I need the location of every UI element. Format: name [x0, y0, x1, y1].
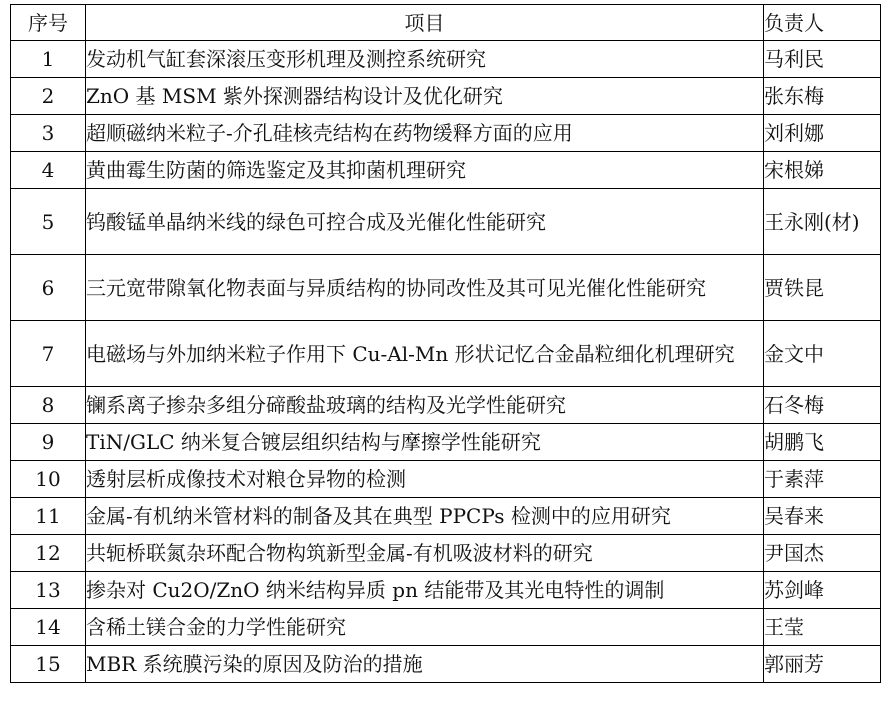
table-row — [11, 255, 881, 321]
row-serial-number: 10 — [11, 461, 86, 498]
row-serial-number: 2 — [11, 78, 86, 115]
row-serial-number: 1 — [11, 41, 86, 78]
row-project: 镧系离子掺杂多组分碲酸盐玻璃的结构及光学性能研究 — [86, 387, 764, 424]
row-project: 金属-有机纳米管材料的制备及其在典型 PPCPs 检测中的应用研究 — [86, 498, 764, 535]
row-serial-number: 12 — [11, 535, 86, 572]
row-project: 黄曲霉生防菌的筛选鉴定及其抑菌机理研究 — [86, 152, 764, 189]
table-row — [11, 115, 881, 152]
row-project: 钨酸锰单晶纳米线的绿色可控合成及光催化性能研究 — [86, 189, 764, 255]
row-owner: 王莹 — [764, 609, 881, 646]
row-project: 电磁场与外加纳米粒子作用下 Cu-Al-Mn 形状记忆合金晶粒细化机理研究 — [86, 321, 764, 387]
row-owner: 郭丽芳 — [764, 646, 881, 683]
row-project: 掺杂对 Cu2O/ZnO 纳米结构异质 pn 结能带及其光电特性的调制 — [86, 572, 764, 609]
table-row — [11, 152, 881, 189]
row-owner: 石冬梅 — [764, 387, 881, 424]
row-serial-number: 4 — [11, 152, 86, 189]
row-serial-number: 13 — [11, 572, 86, 609]
header-owner: 负责人 — [764, 5, 881, 41]
row-project: 发动机气缸套深滚压变形机理及测控系统研究 — [86, 41, 764, 78]
table-row — [11, 461, 881, 498]
table-row — [11, 321, 881, 387]
row-owner: 张东梅 — [764, 78, 881, 115]
table-row — [11, 387, 881, 424]
table-body — [11, 41, 881, 683]
row-owner: 吴春来 — [764, 498, 881, 535]
table-row — [11, 424, 881, 461]
row-project: 含稀土镁合金的力学性能研究 — [86, 609, 764, 646]
table-row — [11, 646, 881, 683]
table-row — [11, 189, 881, 255]
row-project: MBR 系统膜污染的原因及防治的措施 — [86, 646, 764, 683]
row-serial-number: 7 — [11, 321, 86, 387]
table-header — [11, 5, 881, 41]
project-table — [10, 4, 881, 683]
row-serial-number: 15 — [11, 646, 86, 683]
row-owner: 金文中 — [764, 321, 881, 387]
row-project: 三元宽带隙氧化物表面与异质结构的协同改性及其可见光催化性能研究 — [86, 255, 764, 321]
row-serial-number: 11 — [11, 498, 86, 535]
table-row — [11, 609, 881, 646]
row-owner: 刘利娜 — [764, 115, 881, 152]
row-owner: 苏剑峰 — [764, 572, 881, 609]
row-owner: 马利民 — [764, 41, 881, 78]
row-owner: 胡鹏飞 — [764, 424, 881, 461]
row-serial-number: 5 — [11, 189, 86, 255]
table-row — [11, 41, 881, 78]
header-project: 项目 — [86, 5, 764, 41]
row-owner: 尹国杰 — [764, 535, 881, 572]
table-row — [11, 78, 881, 115]
row-project: ZnO 基 MSM 紫外探测器结构设计及优化研究 — [86, 78, 764, 115]
row-owner: 王永刚(材) — [764, 189, 881, 255]
row-project: 共轭桥联氮杂环配合物构筑新型金属-有机吸波材料的研究 — [86, 535, 764, 572]
row-owner: 贾铁昆 — [764, 255, 881, 321]
row-serial-number: 3 — [11, 115, 86, 152]
header-row — [11, 5, 881, 41]
row-project: TiN/GLC 纳米复合镀层组织结构与摩擦学性能研究 — [86, 424, 764, 461]
table-row — [11, 572, 881, 609]
row-serial-number: 14 — [11, 609, 86, 646]
row-owner: 宋根娣 — [764, 152, 881, 189]
table-row — [11, 498, 881, 535]
row-owner: 于素萍 — [764, 461, 881, 498]
row-project: 超顺磁纳米粒子-介孔硅核壳结构在药物缓释方面的应用 — [86, 115, 764, 152]
row-serial-number: 9 — [11, 424, 86, 461]
row-serial-number: 8 — [11, 387, 86, 424]
table-row — [11, 535, 881, 572]
row-project: 透射层析成像技术对粮仓异物的检测 — [86, 461, 764, 498]
header-serial-number: 序号 — [11, 5, 86, 41]
row-serial-number: 6 — [11, 255, 86, 321]
